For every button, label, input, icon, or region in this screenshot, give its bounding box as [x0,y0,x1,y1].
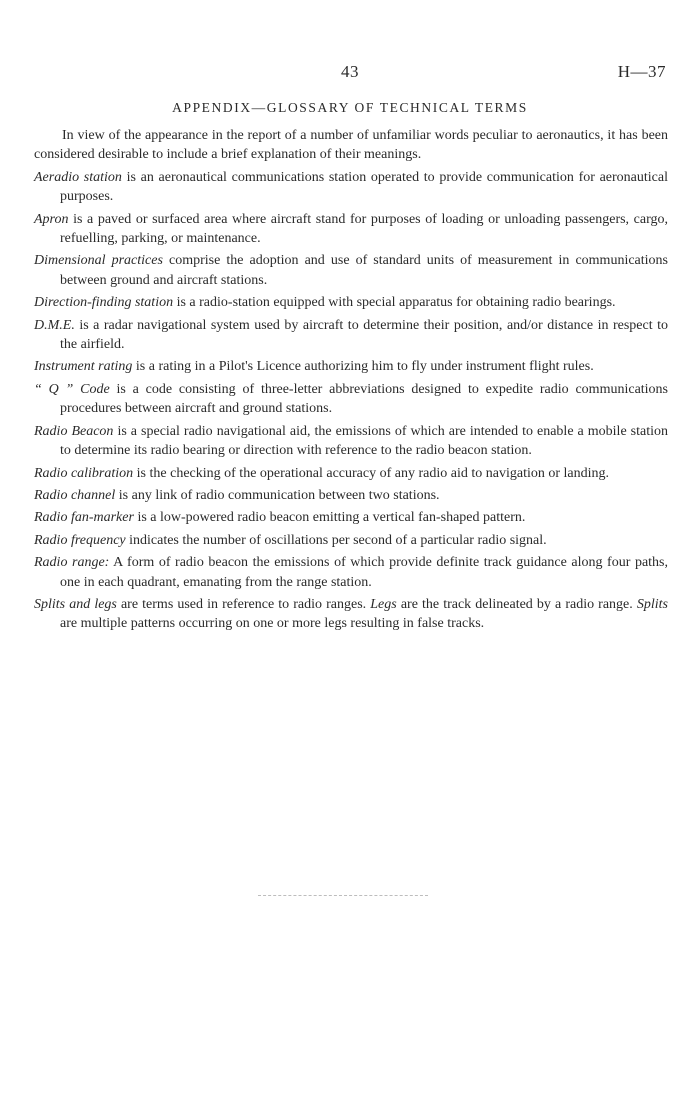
glossary-definition: is a rating in a Pilot's Licence authorizing him to fly under instrument flight rules. [132,359,594,375]
glossary-term: Instrument rating [34,359,133,375]
glossary-term: Legs [370,596,397,612]
glossary-entry-dimensional-practices [34,251,668,290]
glossary-entry-aeradio-station [34,168,668,207]
glossary-definition: are multiple patterns occurring on one or more legs resulting in false tracks. [60,616,485,632]
glossary-entry-radio-frequency [34,531,668,550]
glossary-entry-splits-and-legs [34,595,668,634]
glossary-definition: is a paved or surfaced area where aircraft stand for purposes of loading or unloading passengers, cargo, refuelling, parking, or maintenance. [60,211,668,247]
glossary-entry-radio-channel [34,486,668,505]
footer-divider [258,895,428,896]
glossary-term: Aeradio station [34,169,122,185]
glossary-definition: is a low-powered radio beacon emitting a vertical fan-shaped pattern. [133,510,526,526]
glossary-definition: are terms used in reference to radio ranges. [116,596,371,612]
glossary-entry-radio-calibration [34,464,668,483]
glossary-term: Direction-finding station [34,295,174,311]
glossary-definition: is any link of radio communication between two stations. [115,487,440,503]
glossary-entry-instrument-rating [34,357,668,376]
glossary-definition: A form of radio beacon the emissions of which provide definite track guidance along four paths, one in each quadrant, emanating from the range station. [60,555,669,590]
page-number: 43 [341,62,359,81]
glossary-definition: is an aeronautical communications station operated to provide communication for aeronautical purposes. [60,169,668,205]
glossary-definition: is the checking of the operational accuracy of any radio aid to navigation or landing. [133,465,610,481]
glossary-term: Splits [636,596,668,612]
glossary-entry-radio-fan-marker [34,508,668,527]
glossary-term: Splits and legs [34,596,117,612]
glossary-term: Apron [34,211,69,227]
glossary-term: Radio range: [34,555,110,571]
glossary-term: D.M.E. [34,317,75,333]
glossary-entry-radio-beacon [34,422,668,461]
glossary-definition: is a code consisting of three-letter abbreviations designed to expedite radio communications procedures between aircraft and ground stations. [60,381,669,417]
glossary-term: Radio calibration [34,465,134,481]
intro-paragraph: In view of the appearance in the report of a number of unfamiliar words peculiar to aeronautics, it has been considered desirable to include a brief explanation of their meanings. [34,128,668,163]
glossary-entry-dme [34,316,668,355]
glossary-term: Radio channel [34,487,116,503]
glossary-term: Radio Beacon [34,423,114,439]
glossary-definition: comprise the adoption and use of standard units of measurement in communications between ground and aircraft stations. [60,253,668,288]
glossary-definition: indicates the number of oscillations per second of a particular radio signal. [125,532,547,548]
document-reference: H—37 [617,62,666,81]
page-title: APPENDIX—GLOSSARY OF TECHNICAL TERMS [172,100,528,115]
glossary-term: Radio fan-marker [34,510,134,526]
glossary-term: “ Q ” Code [34,381,110,397]
glossary-entry-radio-range [34,553,668,592]
glossary-definition: is a radar navigational system used by aircraft to determine their position, and/or distance in respect to the airfield. [60,317,668,353]
glossary-definition: is a radio-station equipped with special apparatus for obtaining radio bearings. [173,295,616,311]
glossary-entry-apron [34,210,668,249]
glossary-entry-direction-finding-station [34,293,668,312]
glossary-entry-q-code [34,380,668,419]
glossary-body [34,126,668,634]
glossary-definition: are the track delineated by a radio range. [396,596,637,612]
glossary-term: Dimensional practices [34,253,163,269]
glossary-term: Radio frequency [34,532,126,548]
glossary-definition: is a special radio navigational aid, the emissions of which are intended to enable a mobile station to determine its radio bearing or direction with reference to the radio beacon station. [60,423,669,459]
